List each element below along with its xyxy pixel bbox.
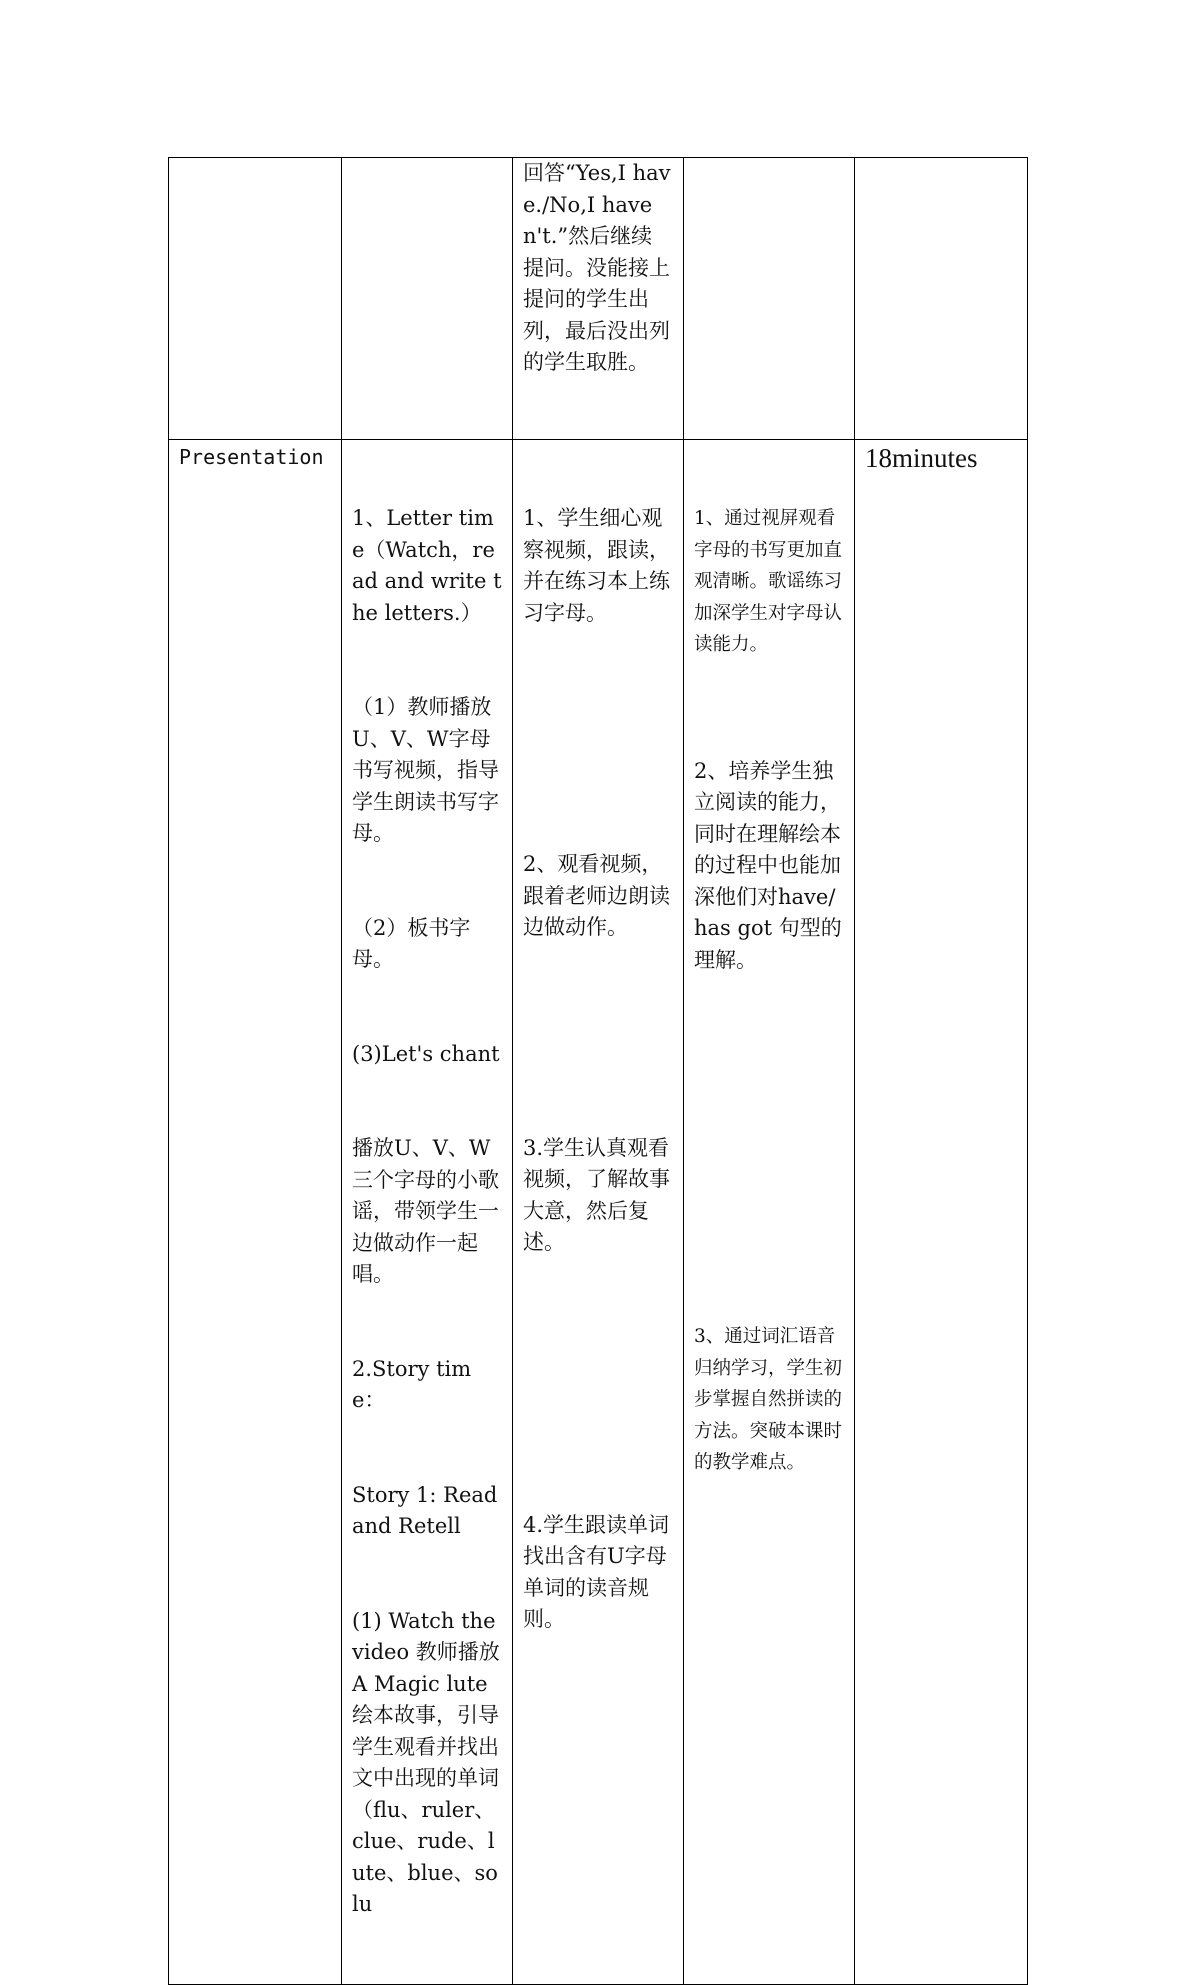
student-step-1: 1、学生细心观察视频，跟读，并在练习本上练习字母。: [523, 506, 670, 625]
stage-cell: [169, 440, 342, 1985]
design-intent-cell: [684, 440, 855, 1985]
duration-cell-empty: [855, 158, 1028, 440]
lesson-plan-table: [168, 157, 1028, 1985]
table-row-continued: [169, 158, 1028, 440]
teacher-step-letter-time: 1、Letter time（Watch，read and write the letters.）: [352, 506, 502, 625]
teacher-step-chant: 播放U、V、W三个字母的小歌谣，带领学生一边做动作一起唱。: [352, 1136, 499, 1286]
intent-3: 3、通过词汇语音归纳学习，学生初步掌握自然拼读的方法。突破本课时的教学难点。: [694, 1326, 843, 1473]
teacher-step-chant-title: (3)Let's chant: [352, 1041, 500, 1066]
student-activity-text: [523, 440, 673, 1699]
teacher-step-story-time: 2.Story time：: [352, 1356, 472, 1412]
teacher-step-story-1: Story 1: Read and Retell: [352, 1482, 505, 1538]
teacher-step-play-video: （1）教师播放U、V、W字母书写视频，指导学生朗读书写字母。: [352, 695, 499, 845]
student-activity-cell: [513, 440, 684, 1985]
duration-value: 18minutes: [865, 443, 978, 473]
student-activity-cell: [513, 158, 684, 440]
teacher-step-board: （2）板书字母。: [352, 915, 471, 971]
student-activity-text: 回答“Yes,I have./No,I haven't.”然后继续提问。没能接上提问的学生出列，最后没出列的学生取胜。: [523, 161, 671, 374]
intent-2: 2、培养学生独立阅读的能力，同时在理解绘本的过程中也能加深他们对have/has got 句型的理解。: [694, 758, 842, 972]
student-step-3: 3.学生认真观看视频，了解故事大意，然后复述。: [523, 1135, 670, 1254]
table-row-presentation: [169, 440, 1028, 1985]
design-intent-text: [694, 440, 844, 1542]
student-step-2: 2、观看视频，跟着老师边朗读边做动作。: [523, 852, 670, 939]
stage-label: Presentation: [179, 445, 324, 469]
teacher-activity-text: [352, 440, 507, 1984]
teacher-activity-cell: [342, 440, 513, 1985]
teacher-activity-cell-empty: [342, 158, 513, 440]
design-intent-cell-empty: [684, 158, 855, 440]
teacher-step-watch-video: (1) Watch the video 教师播放 A Magic lute 绘本故事，引导学生观看并找出文中出现的单词（flu、ruler、clue、rude、lute、blue、solu: [352, 1608, 507, 1916]
student-step-4: 4.学生跟读单词找出含有U字母单词的读音规则。: [523, 1512, 670, 1631]
stage-cell-empty: [169, 158, 342, 440]
duration-cell: [855, 440, 1028, 1985]
intent-1: 1、通过视屏观看字母的书写更加直观清晰。歌谣练习加深学生对字母认读能力。: [694, 508, 843, 655]
